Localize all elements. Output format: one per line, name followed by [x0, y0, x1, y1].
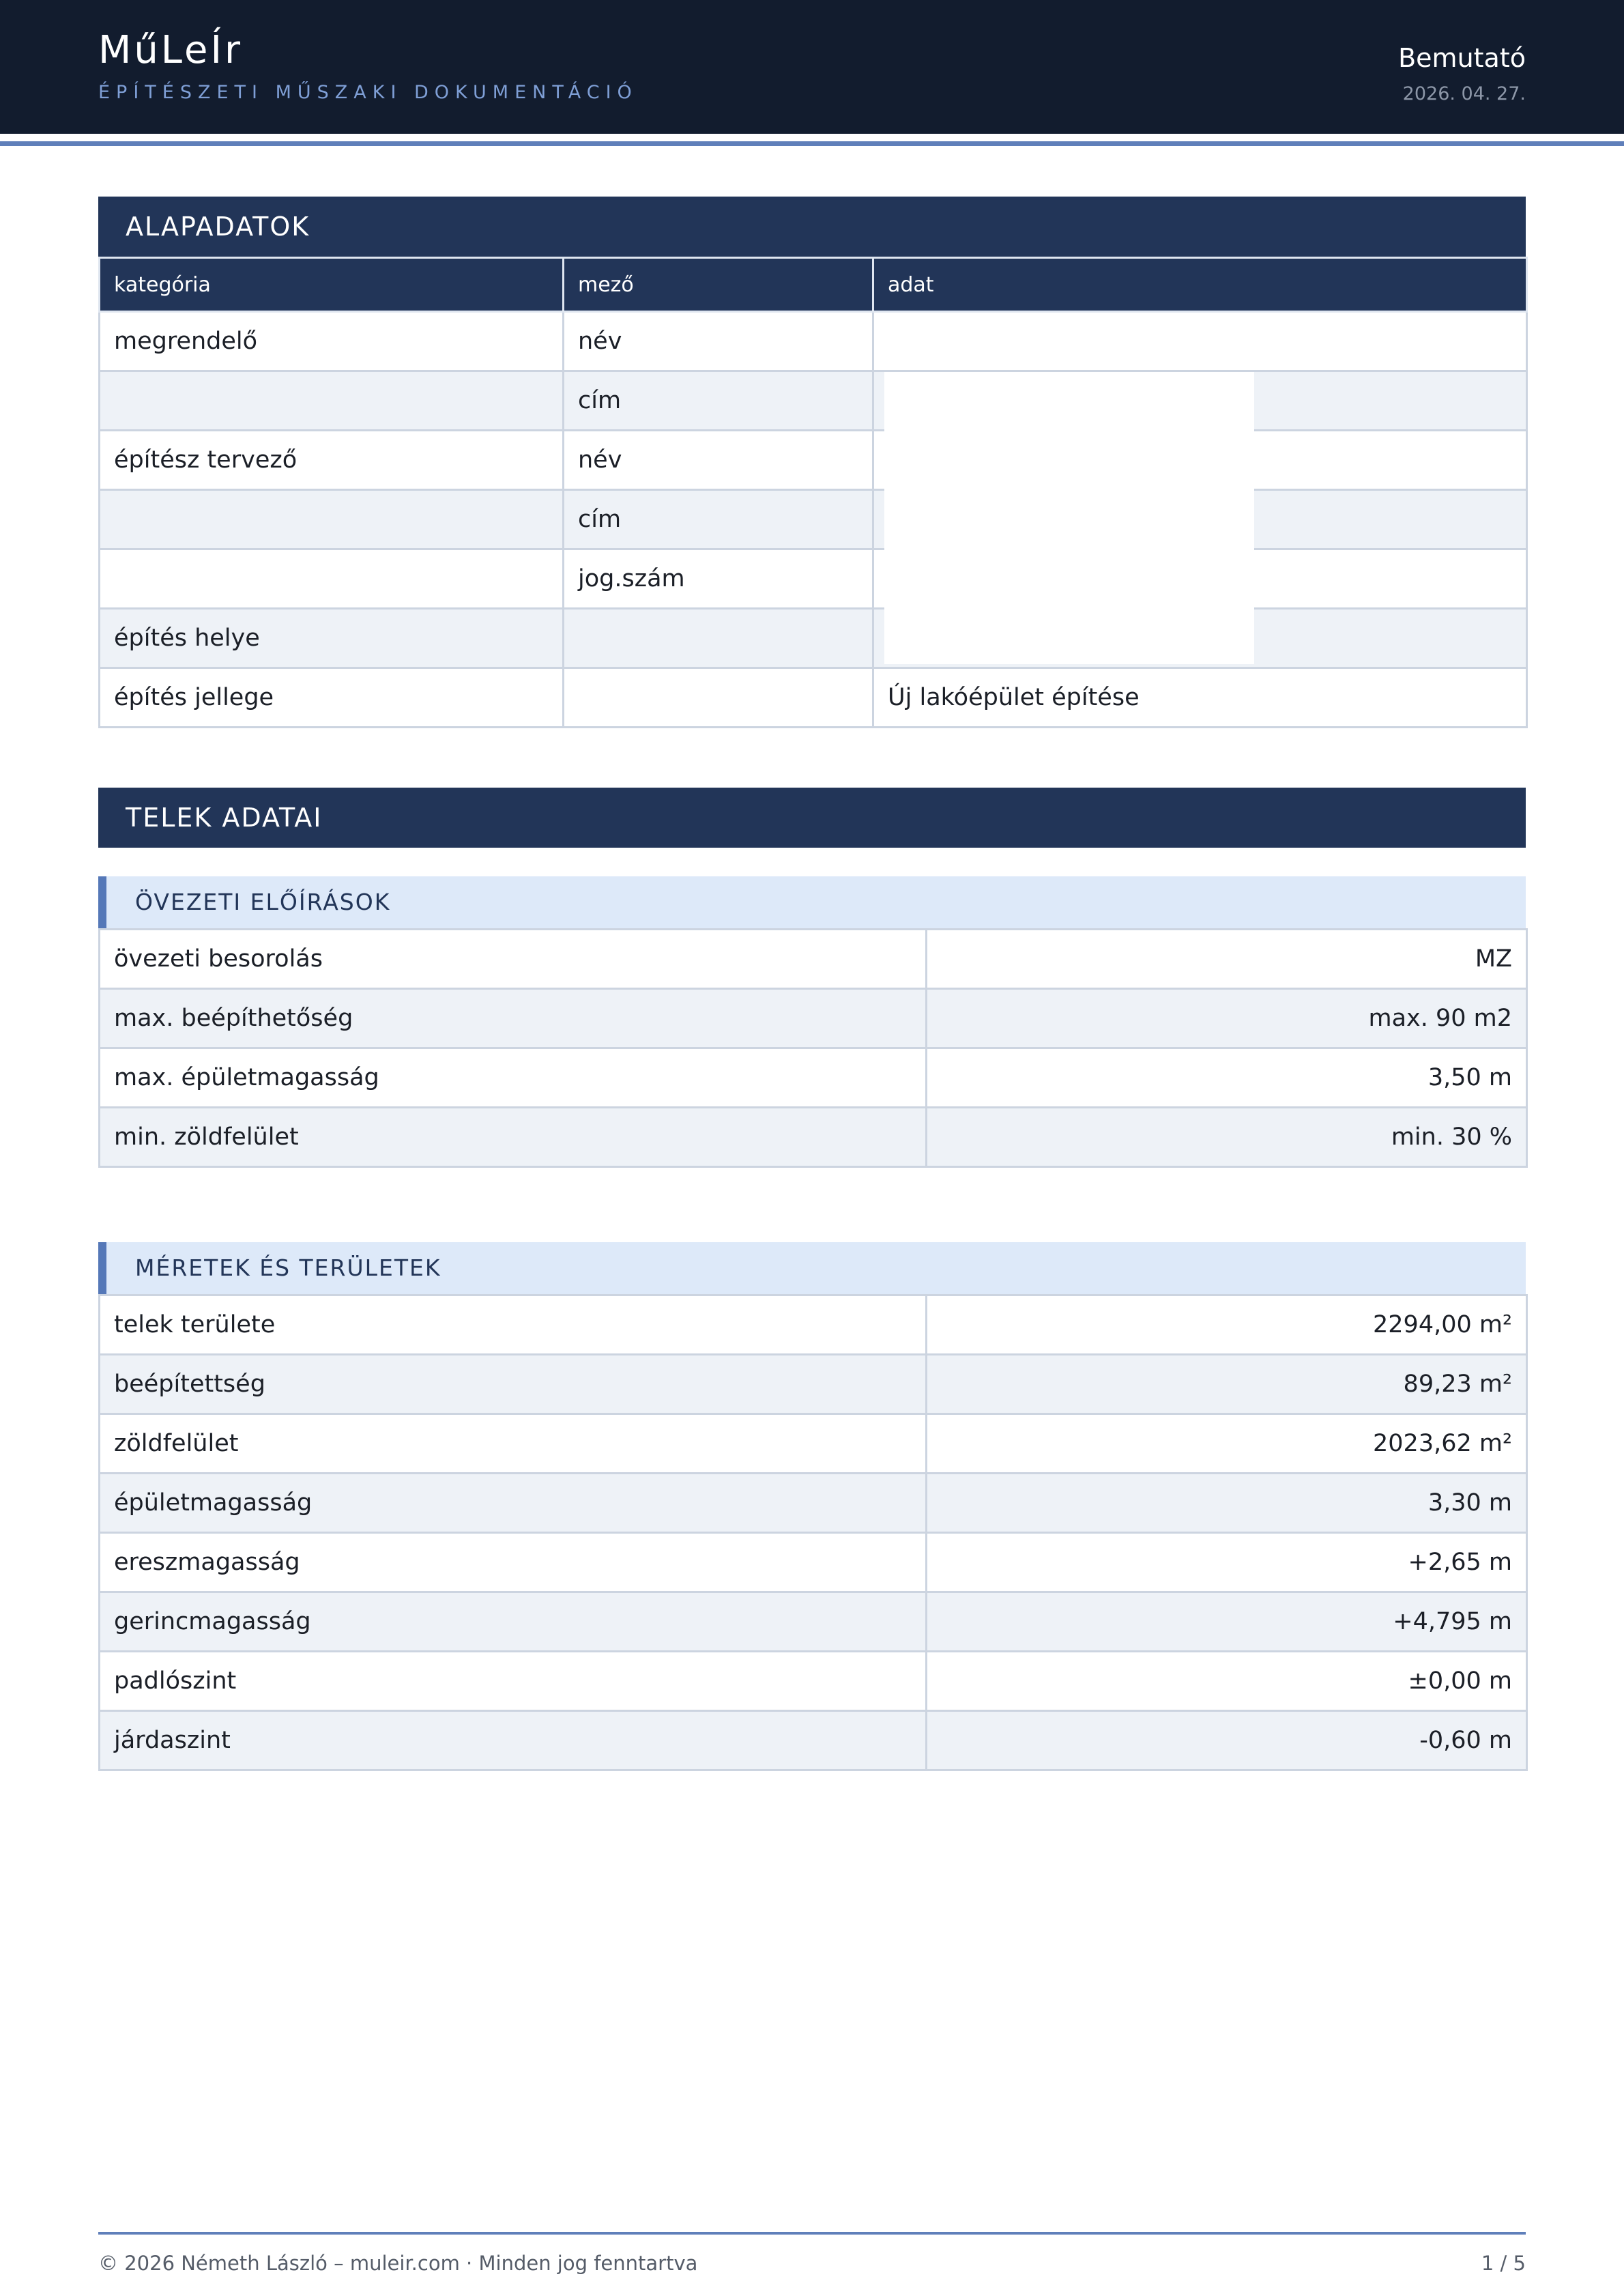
table-row	[100, 1048, 1527, 1108]
app-header	[0, 0, 1624, 134]
table-row	[100, 1355, 1527, 1414]
row-value: Új lakóépület építése	[873, 668, 1527, 728]
brand-subtitle: ÉPÍTÉSZETI MŰSZAKI DOKUMENTÁCIÓ	[98, 82, 638, 103]
column-header-field: mező	[564, 258, 873, 312]
row-category: építés helye	[100, 609, 564, 668]
table-row	[100, 490, 1527, 549]
table-row	[100, 1295, 1527, 1355]
row-value: min. 30 %	[927, 1108, 1527, 1167]
table-row	[100, 989, 1527, 1048]
row-field: cím	[564, 490, 873, 549]
subsection-title-ovezeti-eloirasok: ÖVEZETI ELŐÍRÁSOK	[98, 876, 1526, 928]
table-row	[100, 1108, 1527, 1167]
table-row	[100, 312, 1527, 371]
row-value: 2023,62 m²	[927, 1414, 1527, 1474]
row-field: jog.szám	[564, 549, 873, 609]
footer-copyright: © 2026 Németh László – muleir.com · Minden jog fenntartva	[98, 2252, 698, 2275]
row-value: -0,60 m	[927, 1711, 1527, 1770]
subsection-title-meretek-es-teruletek: MÉRETEK ÉS TERÜLETEK	[98, 1242, 1526, 1294]
row-value: +4,795 m	[927, 1592, 1527, 1652]
row-label: gerincmagasság	[100, 1592, 927, 1652]
section-title-telek-adatai: TELEK ADATAI	[98, 788, 1526, 848]
table-row	[100, 1711, 1527, 1770]
row-label: járdaszint	[100, 1711, 927, 1770]
row-label: zöldfelület	[100, 1414, 927, 1474]
document-type: Bemutató	[1398, 43, 1526, 73]
table-row	[100, 549, 1527, 609]
row-field: név	[564, 431, 873, 490]
table-row	[100, 431, 1527, 490]
header-accent-divider	[0, 141, 1624, 146]
row-value: max. 90 m2	[927, 989, 1527, 1048]
row-field	[564, 668, 873, 728]
row-value: +2,65 m	[927, 1533, 1527, 1592]
row-field: cím	[564, 371, 873, 431]
row-value: 2294,00 m²	[927, 1295, 1527, 1355]
footer-divider	[98, 2232, 1526, 2235]
row-category	[100, 549, 564, 609]
document-date: 2026. 04. 27.	[1402, 83, 1526, 104]
table-row	[100, 371, 1527, 431]
footer-page-number: 1 / 5	[1481, 2252, 1526, 2275]
table-row	[100, 1533, 1527, 1592]
table-header-row	[100, 258, 1527, 312]
section-title-alapadatok: ALAPADATOK	[98, 197, 1526, 257]
row-category	[100, 371, 564, 431]
row-label: övezeti besorolás	[100, 930, 927, 989]
column-header-value: adat	[873, 258, 1527, 312]
meretek-es-teruletek-table	[98, 1294, 1528, 1771]
row-category: építész tervező	[100, 431, 564, 490]
row-category: építés jellege	[100, 668, 564, 728]
column-header-category: kategória	[100, 258, 564, 312]
row-label: telek területe	[100, 1295, 927, 1355]
table-row	[100, 1414, 1527, 1474]
table-row	[100, 668, 1527, 728]
row-value: 89,23 m²	[927, 1355, 1527, 1414]
row-value: 3,50 m	[927, 1048, 1527, 1108]
table-row	[100, 1592, 1527, 1652]
row-field: név	[564, 312, 873, 371]
table-row	[100, 1652, 1527, 1711]
row-label: épületmagasság	[100, 1474, 927, 1533]
alapadatok-table	[98, 257, 1528, 728]
row-value: MZ	[927, 930, 1527, 989]
ovezeti-eloirasok-table	[98, 928, 1528, 1168]
row-label: max. épületmagasság	[100, 1048, 927, 1108]
row-value: 3,30 m	[927, 1474, 1527, 1533]
row-label: min. zöldfelület	[100, 1108, 927, 1167]
row-label: ereszmagasság	[100, 1533, 927, 1592]
row-field	[564, 609, 873, 668]
row-label: max. beépíthetőség	[100, 989, 927, 1048]
table-row	[100, 1474, 1527, 1533]
row-label: padlószint	[100, 1652, 927, 1711]
row-category	[100, 490, 564, 549]
table-row	[100, 930, 1527, 989]
row-value: ±0,00 m	[927, 1652, 1527, 1711]
row-category: megrendelő	[100, 312, 564, 371]
table-row	[100, 609, 1527, 668]
row-value	[873, 312, 1527, 371]
brand-title: MűLeÍr	[98, 28, 244, 72]
redaction-block	[884, 372, 1254, 664]
row-label: beépítettség	[100, 1355, 927, 1414]
